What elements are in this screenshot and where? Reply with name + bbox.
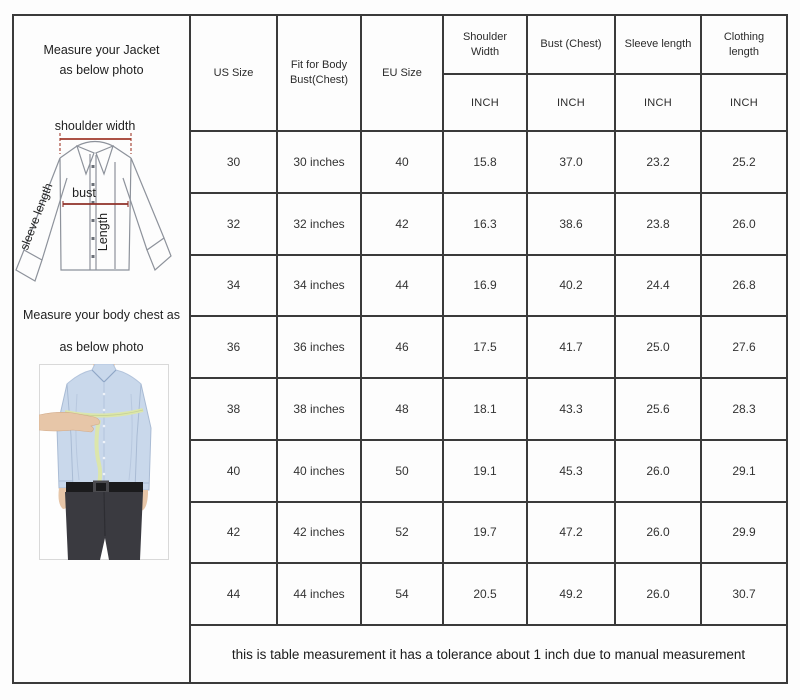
cell-us-size: 42: [190, 502, 277, 564]
cell-clothing-length: 26.8: [701, 255, 787, 317]
cell-fit-for-body: 42 inches: [277, 502, 361, 564]
cell-fit-for-body: 32 inches: [277, 193, 361, 255]
cell-sleeve-length: 26.0: [615, 563, 701, 625]
cell-us-size: 38: [190, 378, 277, 440]
cell-shoulder-width: 17.5: [443, 316, 527, 378]
size-table-header: [190, 15, 787, 131]
size-row: [190, 502, 787, 564]
cell-bust-chest: 47.2: [527, 502, 615, 564]
photo-belt: [66, 481, 143, 494]
cell-us-size: 32: [190, 193, 277, 255]
cell-shoulder-width: 16.3: [443, 193, 527, 255]
cell-sleeve-length: 25.6: [615, 378, 701, 440]
measurement-instructions-panel: [12, 14, 189, 684]
cell-eu-size: 48: [361, 378, 443, 440]
cell-us-size: 36: [190, 316, 277, 378]
cell-shoulder-width: 19.7: [443, 502, 527, 564]
cell-bust-chest: 37.0: [527, 131, 615, 193]
cell-us-size: 40: [190, 440, 277, 502]
col-header-bust-chest: Bust (Chest): [527, 15, 615, 74]
cell-bust-chest: 45.3: [527, 440, 615, 502]
cell-sleeve-length: 26.0: [615, 502, 701, 564]
body-instruction-line1: Measure your body chest as: [22, 308, 181, 322]
col-header-eu-size: EU Size: [361, 15, 443, 131]
cell-shoulder-width: 20.5: [443, 563, 527, 625]
size-table: [189, 14, 788, 684]
cell-bust-chest: 43.3: [527, 378, 615, 440]
cell-fit-for-body: 36 inches: [277, 316, 361, 378]
cell-us-size: 34: [190, 255, 277, 317]
cell-clothing-length: 30.7: [701, 563, 787, 625]
unit-header-bust-chest: INCH: [527, 74, 615, 131]
cell-fit-for-body: 30 inches: [277, 131, 361, 193]
cell-clothing-length: 27.6: [701, 316, 787, 378]
jacket-instruction-title: [14, 40, 189, 80]
col-header-us-size: US Size: [190, 15, 277, 131]
cell-fit-for-body: 40 inches: [277, 440, 361, 502]
jacket-measurement-diagram: [14, 108, 191, 293]
cell-sleeve-length: 24.4: [615, 255, 701, 317]
cell-sleeve-length: 23.8: [615, 193, 701, 255]
cell-clothing-length: 29.9: [701, 502, 787, 564]
cell-eu-size: 46: [361, 316, 443, 378]
jacket-buttons: [92, 165, 95, 258]
cell-sleeve-length: 25.0: [615, 316, 701, 378]
cell-bust-chest: 49.2: [527, 563, 615, 625]
cell-fit-for-body: 38 inches: [277, 378, 361, 440]
cell-sleeve-length: 23.2: [615, 131, 701, 193]
unit-header-sleeve-length: INCH: [615, 74, 701, 131]
size-chart-frame: [12, 14, 788, 684]
cell-fit-for-body: 44 inches: [277, 563, 361, 625]
cell-bust-chest: 41.7: [527, 316, 615, 378]
cell-shoulder-width: 15.8: [443, 131, 527, 193]
jacket-instruction-line2: as below photo: [59, 63, 144, 77]
size-row: [190, 316, 787, 378]
cell-clothing-length: 28.3: [701, 378, 787, 440]
cell-eu-size: 42: [361, 193, 443, 255]
cell-bust-chest: 38.6: [527, 193, 615, 255]
cell-shoulder-width: 19.1: [443, 440, 527, 502]
size-row: [190, 563, 787, 625]
cell-bust-chest: 40.2: [527, 255, 615, 317]
size-table-body: [190, 131, 787, 625]
col-header-shoulder-width: Shoulder Width: [443, 15, 527, 74]
cell-us-size: 44: [190, 563, 277, 625]
body-instruction-line2: as below photo: [59, 340, 144, 354]
unit-header-shoulder-width: INCH: [443, 74, 527, 131]
jacket-instruction-line1: Measure your Jacket: [43, 43, 160, 57]
cell-eu-size: 52: [361, 502, 443, 564]
cell-clothing-length: 29.1: [701, 440, 787, 502]
chest-measurement-photo: [39, 364, 169, 560]
col-header-fit-for-body: Fit for Body Bust(Chest): [277, 15, 361, 131]
size-row: [190, 193, 787, 255]
cell-eu-size: 54: [361, 563, 443, 625]
length-label: Length: [96, 212, 110, 252]
cell-sleeve-length: 26.0: [615, 440, 701, 502]
sleeve-length-label: sleeve length: [17, 181, 56, 253]
size-row: [190, 440, 787, 502]
table-footnote: this is table measurement it has a tolerance about 1 inch due to manual measurement: [190, 625, 787, 683]
unit-header-clothing-length: INCH: [701, 74, 787, 131]
size-row: [190, 378, 787, 440]
col-header-clothing-length: Clothing length: [701, 15, 787, 74]
cell-eu-size: 40: [361, 131, 443, 193]
size-row: [190, 131, 787, 193]
cell-eu-size: 44: [361, 255, 443, 317]
cell-shoulder-width: 18.1: [443, 378, 527, 440]
cell-clothing-length: 26.0: [701, 193, 787, 255]
cell-fit-for-body: 34 inches: [277, 255, 361, 317]
shoulder-width-label: shoulder width: [54, 119, 136, 133]
col-header-sleeve-length: Sleeve length: [615, 15, 701, 74]
cell-eu-size: 50: [361, 440, 443, 502]
cell-us-size: 30: [190, 131, 277, 193]
cell-shoulder-width: 16.9: [443, 255, 527, 317]
size-row: [190, 255, 787, 317]
cell-clothing-length: 25.2: [701, 131, 787, 193]
bust-label: bust: [72, 186, 96, 200]
